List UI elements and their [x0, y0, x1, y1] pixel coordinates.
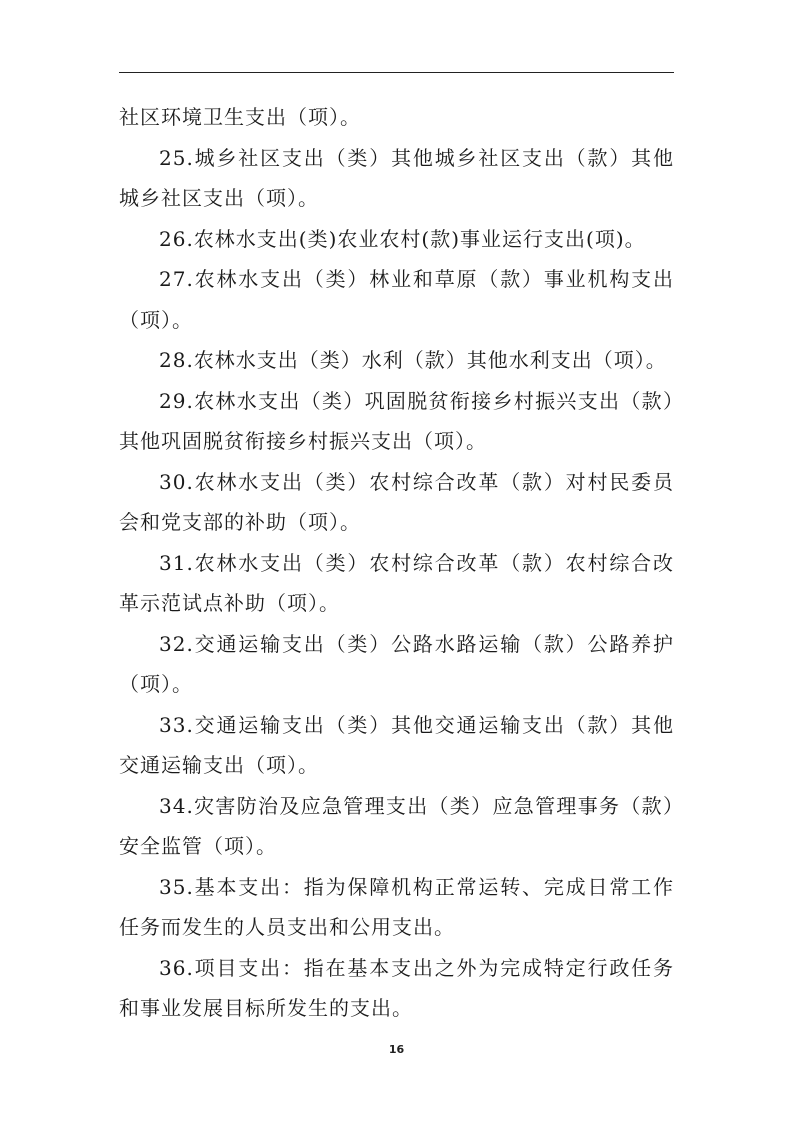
document-body [119, 97, 674, 1029]
paragraph: 31.农林水支出（类）农村综合改革（款）农村综合改革示范试点补助（项）。 [119, 550, 674, 615]
header-rule [119, 72, 674, 73]
paragraph: 36.项目支出：指在基本支出之外为完成特定行政任务和事业发展目标所发生的支出。 [119, 955, 674, 1020]
page-number: 16 [388, 1043, 405, 1056]
paragraph: 28.农林水支出（类）水利（款）其他水利支出（项）。 [159, 348, 667, 372]
paragraph: 32.交通运输支出（类）公路水路运输（款）公路养护（项）。 [119, 631, 674, 696]
paragraph: 35.基本支出：指为保障机构正常运转、完成日常工作任务而发生的人员支出和公用支出。 [119, 874, 674, 939]
paragraph: 26.农林水支出(类)农业农村(款)事业运行支出(项)。 [159, 226, 646, 251]
paragraph: 33.交通运输支出（类）其他交通运输支出（款）其他交通运输支出（项）。 [119, 712, 674, 777]
paragraph: 25.城乡社区支出（类）其他城乡社区支出（款）其他城乡社区支出（项）。 [119, 145, 674, 210]
paragraph: 社区环境卫生支出（项）。 [119, 105, 361, 129]
paragraph: 27.农林水支出（类）林业和草原（款）事业机构支出（项）。 [119, 267, 674, 332]
paragraph: 34.灾害防治及应急管理支出（类）应急管理事务（款）安全监管（项）。 [119, 793, 674, 858]
paragraph: 30.农林水支出（类）农村综合改革（款）对村民委员会和党支部的补助（项）。 [119, 469, 674, 534]
paragraph: 29.农林水支出（类）巩固脱贫衔接乡村振兴支出（款）其他巩固脱贫衔接乡村振兴支出（项）。 [119, 388, 674, 453]
